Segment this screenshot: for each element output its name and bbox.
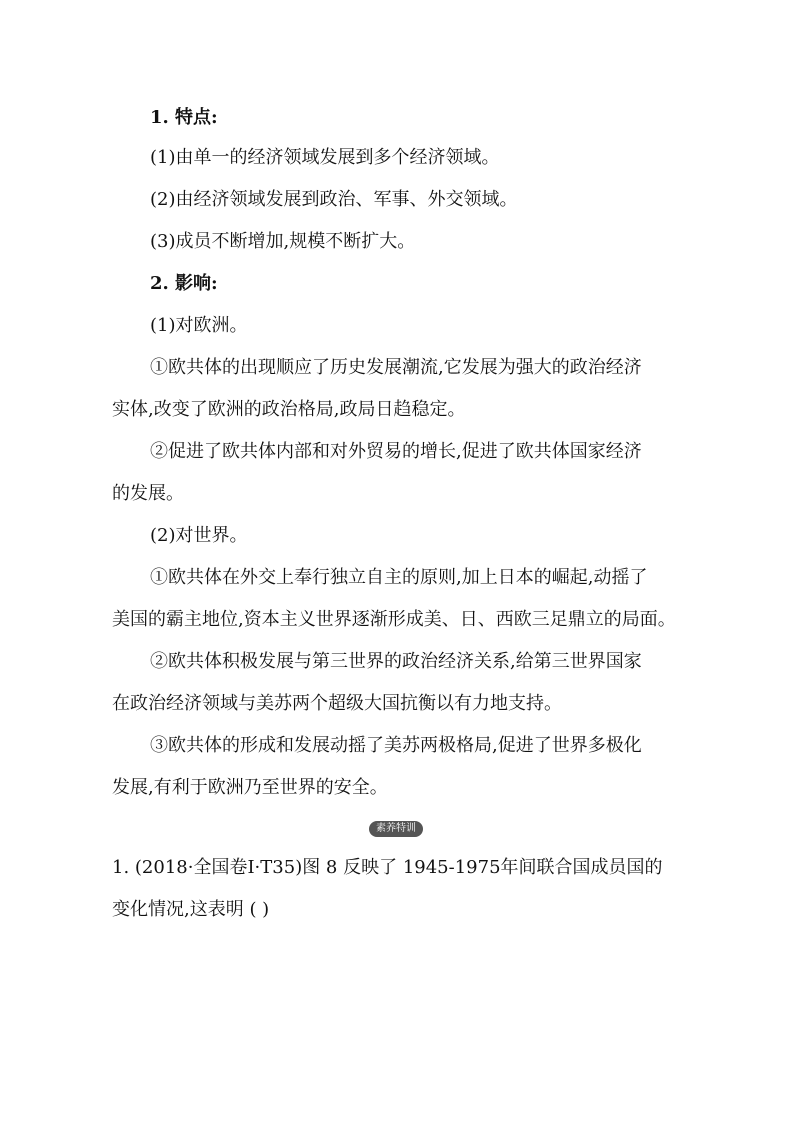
impact-europe-label: (1)对欧洲。 [150, 315, 248, 336]
feature-point-2: (2)由经济领域发展到政治、军事、外交领域。 [150, 189, 518, 210]
impact-world-item3-line2: 发展,有利于欧洲乃至世界的安全。 [112, 777, 388, 798]
training-badge: 素养特训 [369, 821, 423, 837]
impact-europe-item1-line2: 实体,改变了欧洲的政治格局,政局日趋稳定。 [112, 399, 466, 420]
feature-point-3: (3)成员不断增加,规模不断扩大。 [150, 231, 416, 252]
question-line-2: 变化情况,这表明 ( ) [112, 899, 270, 920]
impact-world-item1-line1: ①欧共体在外交上奉行独立自主的原则,加上日本的崛起,动摇了 [150, 567, 648, 588]
impact-europe-item2-line1: ②促进了欧共体内部和对外贸易的增长,促进了欧共体国家经济 [150, 441, 642, 462]
feature-point-1: (1)由单一的经济领域发展到多个经济领域。 [150, 147, 500, 168]
impact-world-item1-line2: 美国的霸主地位,资本主义世界逐渐形成美、日、西欧三足鼎立的局面。 [112, 609, 676, 630]
impact-world-item3-line1: ③欧共体的形成和发展动摇了美苏两极格局,促进了世界多极化 [150, 735, 642, 756]
impact-europe-item2-line2: 的发展。 [112, 483, 184, 504]
impact-europe-item1-line1: ①欧共体的出现顺应了历史发展潮流,它发展为强大的政治经济 [150, 357, 642, 378]
impact-world-item2-line1: ②欧共体积极发展与第三世界的政治经济关系,给第三世界国家 [150, 651, 642, 672]
section-heading-features: 1. 特点: [150, 107, 218, 128]
section-heading-impact: 2. 影响: [150, 273, 218, 294]
impact-world-label: (2)对世界。 [150, 525, 248, 546]
impact-world-item2-line2: 在政治经济领域与美苏两个超级大国抗衡以有力地支持。 [112, 693, 562, 714]
question-line-1: 1. (2018·全国卷Ⅰ·T35)图 8 反映了 1945-1975年间联合国成员国的 [112, 857, 663, 878]
